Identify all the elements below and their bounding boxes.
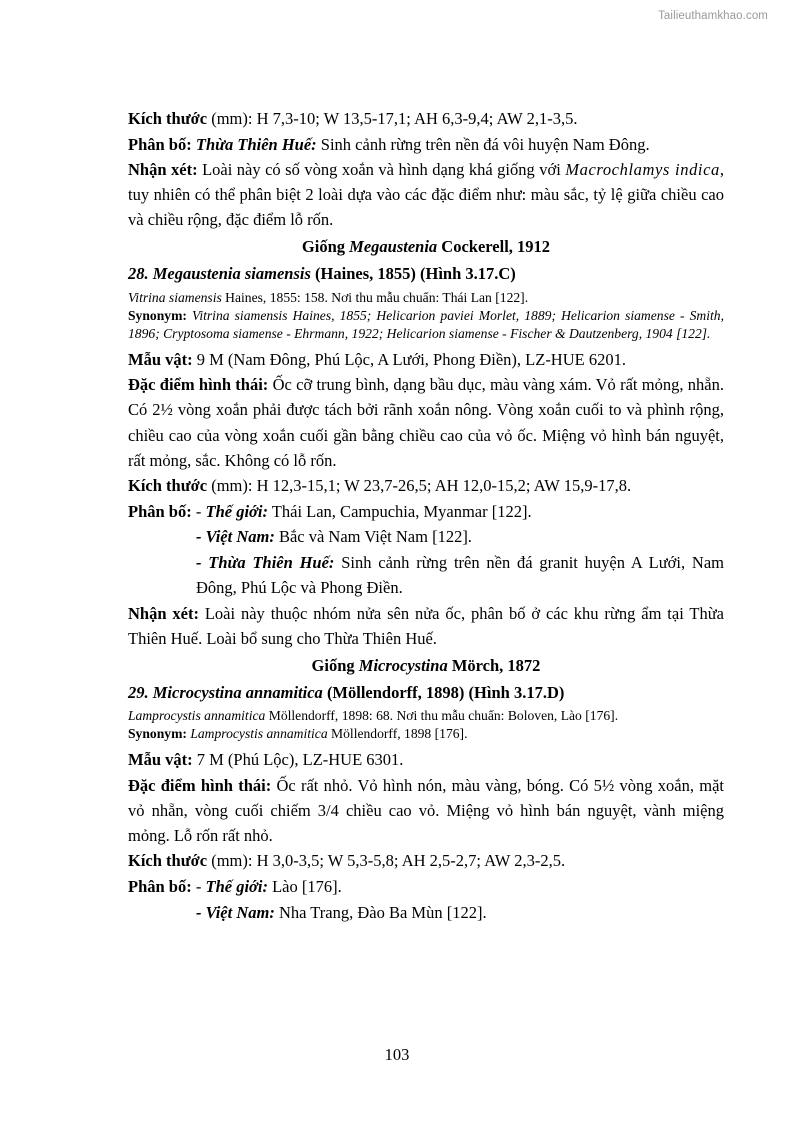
- value-remark-part2: , tuy nhiên có thể phân biệt 2 loài dựa vào các đặc điểm như: màu sắc, tỷ lệ giữa chiều cao và chiều rộng, đặc điểm lỗ rốn.: [128, 160, 724, 230]
- value-synonym-rest: Möllendorff, 1898 [176].: [327, 726, 468, 742]
- value-specimen: 7 M (Phú Lộc), LZ-HUE 6301.: [192, 750, 404, 770]
- distribution-dash: -: [191, 501, 206, 521]
- label-remark: Nhận xét:: [128, 603, 199, 623]
- reference-line-28: [128, 289, 724, 307]
- species-figure: (Hình 3.17.C): [415, 264, 516, 284]
- watermark: Tailieuthamkhao.com: [658, 10, 768, 22]
- label-size: Kích thước: [128, 851, 208, 871]
- paragraph-distribution-28: [128, 499, 724, 524]
- value-specimen: 9 M (Nam Đông, Phú Lộc, A Lưới, Phong Điền), LZ-HUE 6201.: [192, 349, 626, 369]
- reference-rest: Haines, 1855: 158. Nơi thu mẫu chuẩn: Thái Lan [122].: [221, 289, 529, 305]
- heading-genus-megaustenia: [128, 234, 724, 259]
- reference-rest: Möllendorff, 1898: 68. Nơi thu mẫu chuẩn: Boloven, Lào [176].: [265, 707, 619, 723]
- label-size: Kích thước: [128, 476, 208, 496]
- value-distribution-vietnam: Nha Trang, Đào Ba Mùn [122].: [274, 902, 487, 922]
- paragraph-distribution-hue-28: [128, 550, 724, 600]
- value-distribution-world: Thái Lan, Campuchia, Myanmar [122].: [267, 501, 532, 521]
- synonym-line-29: [128, 725, 724, 743]
- value-morphology: Ốc rất nhỏ. Vỏ hình nón, màu vàng, bóng. Có 5½ vòng xoắn, mặt vỏ nhẵn, vòng cuối chiếm 3/4 chiều cao vỏ. Miệng vỏ hình bán nguyệt, vành miệng mỏng. Lỗ rốn rất nhỏ.: [128, 775, 724, 845]
- paragraph-remark-28: [128, 601, 724, 651]
- genus-prefix: Giống: [311, 655, 359, 675]
- label-synonym: Synonym:: [128, 726, 187, 742]
- label-distribution: Phân bố:: [128, 134, 192, 154]
- label-remark: Nhận xét:: [128, 160, 198, 180]
- paragraph-morphology-28: [128, 372, 724, 472]
- label-size: Kích thước: [128, 109, 208, 128]
- label-distribution: Phân bố:: [128, 501, 192, 521]
- value-remark: Loài này thuộc nhóm nửa sên nửa ốc, phân bố ở các khu rừng ẩm tại Thừa Thiên Huế. Loài bổ sung cho Thừa Thiên Huế.: [128, 603, 724, 648]
- value-distribution-world: Lào [176].: [267, 876, 342, 896]
- value-size: (mm): H 3,0-3,5; W 5,3-5,8; AH 2,5-2,7; AW 2,3-2,5.: [207, 851, 566, 871]
- page-number: 103: [384, 1045, 410, 1064]
- label-distribution-vietnam: - Việt Nam:: [196, 527, 275, 547]
- species-figure: (Hình 3.17.D): [464, 682, 565, 702]
- species-number-name: 29. Microcystina annamitica: [128, 682, 323, 702]
- reference-italic-name: Lamprocystis annamitica: [128, 707, 266, 723]
- paragraph-remark-prev: [128, 157, 724, 232]
- value-distribution: Sinh cảnh rừng trên nền đá vôi huyện Nam Đông.: [316, 134, 650, 154]
- label-distribution-world: Thế giới:: [205, 501, 268, 521]
- paragraph-distribution-vietnam-29: [128, 900, 724, 925]
- paragraph-distribution-prev: [128, 132, 724, 157]
- reference-italic-name: Vitrina siamensis: [128, 289, 222, 305]
- paragraph-distribution-vietnam-28: [128, 524, 724, 549]
- synonym-line-28: [128, 307, 724, 343]
- value-remark-part1: Loài này có số vòng xoắn và hình dạng khá giống với: [197, 160, 566, 180]
- paragraph-specimen-28: [128, 347, 724, 372]
- value-synonym: Vitrina siamensis Haines, 1855; Helicarion paviei Morlet, 1889; Helicarion siamense - Smith, 1896; Cryptosoma siamense - Ehrmann, 1922; Helicarion siamense - Fischer & Dautzenberg, 1904 [122].: [128, 308, 724, 342]
- genus-name: Microcystina: [358, 655, 448, 675]
- paragraph-size-prev: [128, 106, 724, 131]
- paragraph-morphology-29: [128, 773, 724, 848]
- label-specimen: Mẫu vật:: [128, 750, 193, 770]
- paragraph-distribution-29: [128, 874, 724, 899]
- genus-prefix: Giống: [301, 237, 350, 257]
- species-author: (Haines, 1855): [310, 264, 416, 284]
- label-distribution-vietnam: - Việt Nam:: [196, 902, 275, 922]
- document-body: [128, 106, 724, 925]
- value-size: (mm): H 7,3-10; W 13,5-17,1; AH 6,3-9,4; AW 2,1-3,5.: [207, 109, 578, 128]
- label-morphology: Đặc điểm hình thái:: [128, 775, 272, 795]
- value-remark-species-name: Macrochlamys indica: [565, 160, 720, 180]
- label-morphology: Đặc điểm hình thái:: [128, 375, 269, 395]
- genus-name: Megaustenia: [349, 237, 438, 257]
- heading-species-28: [128, 261, 724, 286]
- value-size: (mm): H 12,3-15,1; W 23,7-26,5; AH 12,0-15,2; AW 15,9-17,8.: [207, 476, 632, 496]
- label-distribution-hue: - Thừa Thiên Huế:: [196, 552, 335, 572]
- reference-line-29: [128, 707, 724, 725]
- label-distribution-world: Thế giới:: [205, 876, 268, 896]
- heading-species-29: [128, 680, 724, 705]
- species-number-name: 28. Megaustenia siamensis: [128, 264, 311, 284]
- label-distribution-region: Thừa Thiên Huế:: [191, 134, 317, 154]
- paragraph-size-28: [128, 473, 724, 498]
- value-distribution-hue: Sinh cảnh rừng trên nền đá granit huyện A Lưới, Nam Đông, Phú Lộc và Phong Điền.: [196, 552, 724, 597]
- value-distribution-vietnam: Bắc và Nam Việt Nam [122].: [274, 527, 472, 547]
- label-distribution: Phân bố:: [128, 876, 192, 896]
- distribution-dash: -: [191, 876, 206, 896]
- value-synonym-italic: Lamprocystis annamitica: [186, 726, 328, 742]
- genus-author: Mörch, 1872: [447, 655, 541, 675]
- paragraph-size-29: [128, 848, 724, 873]
- species-author: (Möllendorff, 1898): [322, 682, 465, 702]
- genus-author: Cockerell, 1912: [437, 237, 551, 257]
- label-specimen: Mẫu vật:: [128, 349, 193, 369]
- value-morphology: Ốc cỡ trung bình, dạng bầu dục, màu vàng xám. Vỏ rất mỏng, nhẵn. Có 2½ vòng xoắn phải được tách bởi rãnh xoắn nông. Vòng xoắn cuối to và phình rộng, chiều cao của vòng xoắn cuối gần bằng chiều cao của vỏ ốc. Miệng vỏ hình bán nguyệt, rất mỏng, sắc. Không có lỗ rốn.: [128, 375, 724, 470]
- paragraph-specimen-29: [128, 747, 724, 772]
- heading-genus-microcystina: [128, 653, 724, 678]
- label-synonym: Synonym:: [128, 308, 187, 324]
